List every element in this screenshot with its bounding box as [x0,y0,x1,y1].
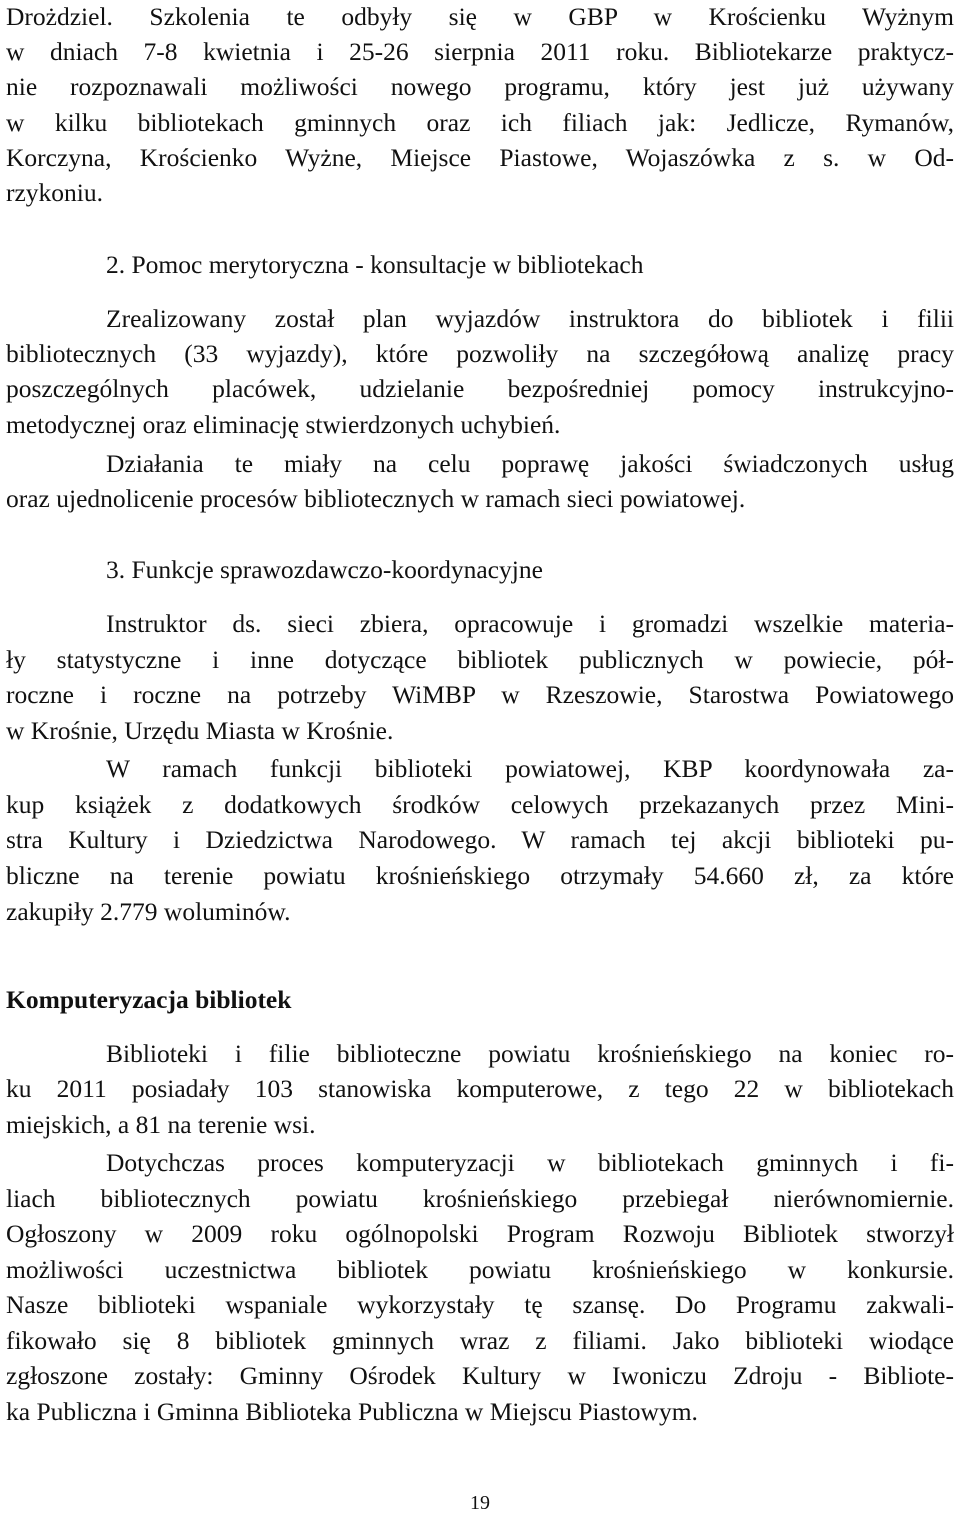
text-line: Instruktor ds. sieci zbiera, opracowuje i gromadzi wszelkie materia- [106,609,954,638]
text-line: nie rozpoznawali możliwości nowego programu, który jest już używany [6,72,954,101]
text-line: oraz ujednolicenie procesów bibliotecznych w ramach sieci powiatowej. [6,484,746,513]
text-line: metodycznej oraz eliminację stwierdzonych uchybień. [6,410,561,439]
text-line: poszczególnych placówek, udzielanie bezpośredniej pomocy instrukcyjno- [6,374,954,403]
text-line: roczne i roczne na potrzeby WiMBP w Rzeszowie, Starostwa Powiatowego [6,680,954,709]
text-line: zgłoszone zostały: Gminny Ośrodek Kultury w Iwoniczu Zdroju - Bibliote- [6,1361,954,1390]
text-line: kup książek z dodatkowych środków celowych przekazanych przez Mini- [6,790,954,819]
text-line: w dniach 7-8 kwietnia i 25-26 sierpnia 2011 roku. Bibliotekarze praktycz- [6,37,954,66]
text-line: Zrealizowany został plan wyjazdów instruktora do bibliotek i filii [106,304,954,333]
text-line: Ogłoszony w 2009 roku ogólnopolski Program Rozwoju Bibliotek stworzył [6,1219,954,1248]
text-line: bibliotecznych (33 wyjazdy), które pozwoliły na szczegółową analizę pracy [6,339,954,368]
text-line: Dotychczas proces komputeryzacji w bibliotekach gminnych i fi- [106,1148,954,1177]
text-line: bliczne na terenie powiatu krośnieńskiego otrzymały 54.660 zł, za które [6,861,954,890]
text-line: ły statystyczne i inne dotyczące bibliotek publicznych w powiecie, pół- [6,645,954,674]
text-line: fikowało się 8 bibliotek gminnych wraz z filiami. Jako biblioteki wiodące [6,1326,954,1355]
text-line: W ramach funkcji biblioteki powiatowej, KBP koordynowała za- [106,754,954,783]
text-line: Drożdziel. Szkolenia te odbyły się w GBP w Krościenku Wyżnym [6,2,954,31]
section-title: Komputeryzacja bibliotek [6,985,292,1014]
text-line: liach bibliotecznych powiatu krośnieńskiego przebiegał nierównomiernie. [6,1184,954,1213]
text-line: w Krośnie, Urzędu Miasta w Krośnie. [6,716,394,745]
text-line: rzykoniu. [6,178,104,207]
page-number: 19 [470,1492,490,1514]
text-line: Działania te miały na celu poprawę jakości świadczonych usług [106,449,954,478]
subsection-heading-3: 3. Funkcje sprawozdawczo-koordynacyjne [106,555,543,584]
text-line: ku 2011 posiadały 103 stanowiska komputerowe, z tego 22 w bibliotekach [6,1074,954,1103]
text-line: miejskich, a 81 na terenie wsi. [6,1110,316,1139]
text-line: Nasze biblioteki wspaniale wykorzystały tę szansę. Do Programu zakwali- [6,1290,954,1319]
text-line: Biblioteki i filie biblioteczne powiatu krośnieńskiego na koniec ro- [106,1039,954,1068]
document-page [6,0,954,1514]
text-line: zakupiły 2.779 woluminów. [6,897,291,926]
text-line: możliwości uczestnictwa bibliotek powiatu krośnieńskiego w konkursie. [6,1255,954,1284]
text-line: Korczyna, Krościenko Wyżne, Miejsce Piastowe, Wojaszówka z s. w Od- [6,143,954,172]
subsection-heading-2: 2. Pomoc merytoryczna - konsultacje w bibliotekach [106,250,644,279]
text-line: ka Publiczna i Gminna Biblioteka Publiczna w Miejscu Piastowym. [6,1397,698,1426]
text-line: stra Kultury i Dziedzictwa Narodowego. W ramach tej akcji biblioteki pu- [6,825,954,854]
text-line: w kilku bibliotekach gminnych oraz ich filiach jak: Jedlicze, Rymanów, [6,108,954,137]
